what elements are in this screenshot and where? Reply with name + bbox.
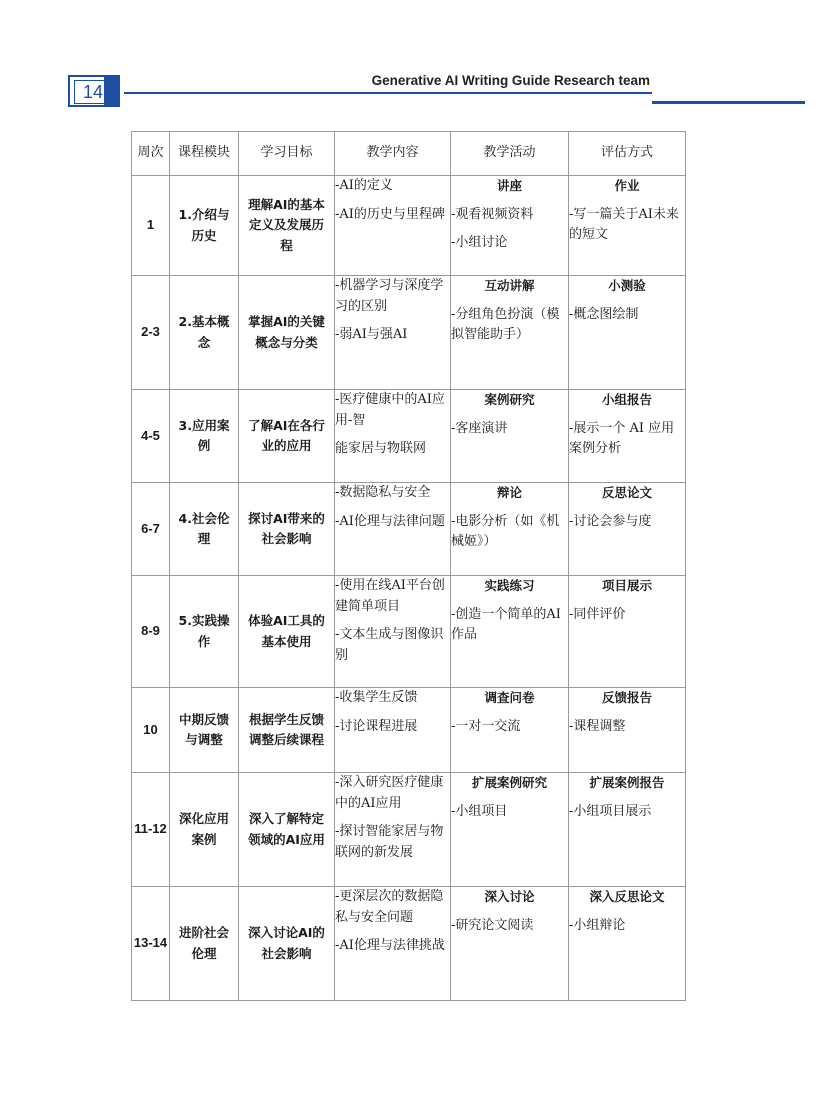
assessment-cell [569,390,686,483]
module-label: 2.基本概念 [178,314,230,350]
activity-item: -研究论文阅读 [451,917,534,933]
module-label: 3.应用案例 [178,417,230,453]
assessment-title: 扩展案例报告 [589,775,665,790]
assessment-cell [569,688,686,773]
content-item: -AI的历史与里程碑 [335,206,445,222]
activity-item: -一对一交流 [451,718,521,734]
goal-label: 掌握AI的关键概念与分类 [248,314,325,350]
header-module: 课程模块 [170,132,239,176]
assessment-item: -同伴评价 [569,606,626,622]
week-cell: 10 [132,688,170,773]
content-item: -医疗健康中的AI应用-智 [335,392,445,428]
goal-cell [239,176,335,276]
module-label: 5.实践操作 [178,613,230,649]
goal-cell [239,688,335,773]
goal-cell [239,773,335,887]
header-rule-accent [652,101,805,104]
module-cell [170,576,239,688]
goal-cell [239,390,335,483]
course-table [131,131,686,1001]
activity-item: -观看视频资料 [451,206,534,222]
goal-label: 探讨AI带来的社会影响 [248,510,325,546]
goal-label: 体验AI工具的基本使用 [248,613,325,649]
module-label: 4.社会伦理 [178,510,230,546]
activity-title: 讲座 [496,178,522,193]
assessment-item: -课程调整 [569,718,626,734]
assessment-cell [569,773,686,887]
module-cell [170,390,239,483]
week-cell: 11-12 [132,773,170,887]
goal-label: 根据学生反馈调整后续课程 [248,711,324,747]
content-item: -更深层次的数据隐私与安全问题 [335,889,444,925]
assessment-cell [569,276,686,390]
assessment-title: 反馈报告 [601,690,652,705]
module-label: 中期反馈与调整 [178,711,229,747]
week-cell: 13-14 [132,887,170,1001]
content-cell [335,483,451,576]
activity-title: 实践练习 [484,578,535,593]
page-number: 14 [74,80,112,104]
assessment-cell [569,176,686,276]
module-cell [170,773,239,887]
activity-cell [451,576,569,688]
week-cell: 4-5 [132,390,170,483]
header-activity: 教学活动 [451,132,569,176]
content-item: 能家居与物联网 [335,441,427,456]
table-row [132,773,686,887]
module-label: 1.介绍与历史 [178,207,230,243]
module-cell [170,483,239,576]
assessment-title: 反思论文 [601,485,652,500]
header-goal: 学习目标 [239,132,335,176]
module-label: 深化应用案例 [178,811,229,847]
assessment-item: -概念图绘制 [569,306,639,322]
running-header: Generative AI Writing Guide Research team [371,73,650,88]
activity-cell [451,390,569,483]
activity-cell [451,176,569,276]
module-label: 进阶社会伦理 [178,925,229,961]
table-row [132,576,686,688]
content-cell [335,887,451,1001]
content-item: -文本生成与图像识别 [335,627,444,663]
goal-cell [239,887,335,1001]
activity-item: -小组讨论 [451,235,508,250]
module-cell [170,276,239,390]
assessment-cell [569,576,686,688]
module-cell [170,688,239,773]
assessment-item: -讨论会参与度 [569,513,652,529]
content-item: -探讨智能家居与物联网的新发展 [335,824,444,860]
content-cell [335,688,451,773]
content-item: -AI的定义 [335,178,393,193]
week-cell: 6-7 [132,483,170,576]
activity-title: 扩展案例研究 [471,775,547,790]
assessment-cell [569,483,686,576]
goal-cell [239,483,335,576]
assessment-item: -小组项目展示 [569,803,652,819]
table-row [132,887,686,1001]
content-item: -深入研究医疗健康中的AI应用 [335,775,444,811]
module-cell [170,176,239,276]
content-item: -数据隐私与安全 [335,485,431,500]
goal-label: 了解AI在各行业的应用 [248,417,325,453]
activity-title: 辩论 [496,485,522,500]
week-cell: 2-3 [132,276,170,390]
assessment-title: 深入反思论文 [589,889,665,904]
content-cell [335,773,451,887]
week-cell: 8-9 [132,576,170,688]
table-row [132,483,686,576]
activity-title: 互动讲解 [484,278,535,293]
content-cell [335,390,451,483]
goal-label: 深入了解特定领域的AI应用 [248,811,325,847]
module-cell [170,887,239,1001]
header-rule [124,92,652,94]
content-cell [335,276,451,390]
goal-cell [239,576,335,688]
content-cell [335,176,451,276]
content-item: -AI伦理与法律问题 [335,513,445,529]
activity-item: -小组项目 [451,803,508,819]
header-assessment: 评估方式 [569,132,686,176]
content-item: -使用在线AI平台创建简单项目 [335,578,445,614]
activity-cell [451,773,569,887]
activity-cell [451,483,569,576]
activity-item: -客座演讲 [451,420,508,436]
table-row [132,176,686,276]
content-item: -讨论课程进展 [335,718,418,734]
activity-item: -分组角色扮演（模拟智能助手） [451,306,560,342]
content-cell [335,576,451,688]
assessment-item: -小组辩论 [569,917,626,933]
table-row [132,688,686,773]
assessment-title: 小测验 [608,278,646,293]
activity-cell [451,276,569,390]
table-row [132,390,686,483]
header-week: 周次 [132,132,170,176]
content-item: -AI伦理与法律挑战 [335,938,445,953]
goal-label: 理解AI的基本定义及发展历程 [248,196,325,253]
assessment-cell [569,887,686,1001]
goal-label: 深入讨论AI的社会影响 [248,925,325,961]
table-header-row [132,132,686,176]
activity-item: -电影分析（如《机械姬》） [451,513,560,549]
activity-item: -创造一个简单的AI作品 [451,606,561,642]
assessment-title: 项目展示 [601,578,652,593]
activity-title: 调查问卷 [484,690,535,705]
assessment-item: -写一篇关于AI未来的短文 [569,206,679,242]
assessment-title: 小组报告 [601,392,652,407]
activity-title: 案例研究 [484,392,535,407]
content-item: -机器学习与深度学习的区别 [335,278,444,314]
assessment-title: 作业 [614,178,640,193]
content-item: -弱AI与强AI [335,327,408,342]
activity-cell [451,887,569,1001]
table-row [132,276,686,390]
header-content: 教学内容 [335,132,451,176]
week-cell: 1 [132,176,170,276]
content-item: -收集学生反馈 [335,690,418,705]
page-number-tab [104,75,120,107]
activity-cell [451,688,569,773]
activity-title: 深入讨论 [484,889,535,904]
assessment-item: -展示一个 AI 应用案例分析 [569,420,675,456]
goal-cell [239,276,335,390]
